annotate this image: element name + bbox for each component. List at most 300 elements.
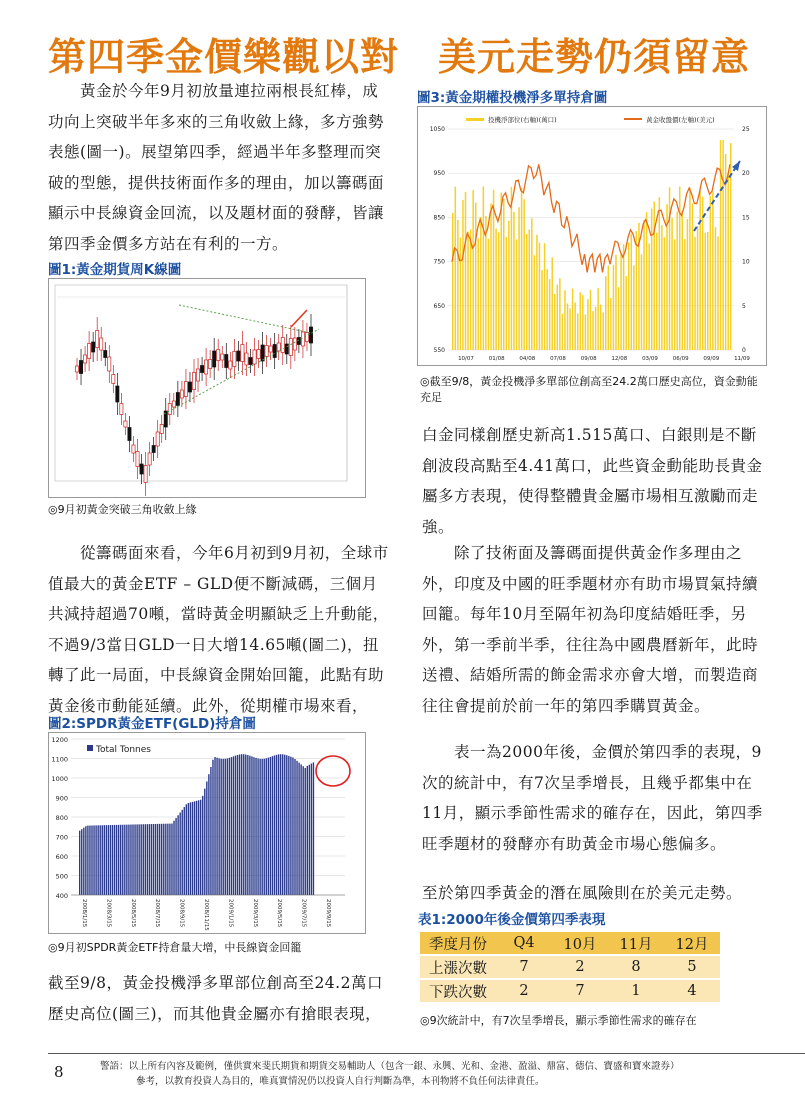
spec-bar — [625, 276, 627, 350]
gld-bar — [145, 824, 146, 895]
table1 — [420, 932, 720, 1004]
candle-body — [172, 401, 175, 407]
gld-bar — [266, 758, 267, 895]
gld-bar — [100, 825, 101, 895]
disclaimer-line-2: 參考，以教育投資人為目的，唯真實情況仍以投資人自行判斷為準，本刊物將不負任何法律責任。 — [136, 1076, 545, 1087]
x-tick-label: 2008/9/15 — [178, 899, 185, 928]
gld-bar — [108, 825, 109, 895]
spec-bar — [526, 234, 528, 350]
y-tick-label: 1100 — [51, 755, 68, 764]
gld-bar — [272, 756, 273, 895]
gld-bar — [128, 825, 129, 895]
spec-bar — [659, 197, 661, 350]
candle-body — [249, 358, 252, 365]
spec-bar — [518, 207, 520, 350]
x-tick-label: 2009/5/15 — [276, 899, 283, 928]
gld-bar — [307, 766, 308, 895]
candle-body — [261, 345, 264, 361]
gld-bar — [292, 757, 293, 895]
y-tick-label: 800 — [55, 814, 68, 822]
spec-bar — [600, 305, 602, 350]
gld-bar — [116, 825, 117, 895]
y-right-tick-label: 10 — [742, 258, 750, 266]
candle-body — [140, 464, 143, 474]
spec-bar — [641, 254, 643, 350]
candle-body — [285, 344, 288, 354]
spec-bar — [572, 288, 574, 350]
gld-bar — [276, 755, 277, 895]
candle-body — [88, 344, 91, 359]
legend-line-swatch — [624, 118, 642, 120]
legend-gold-price: 黃金收盤價(左軸)(美元) — [646, 116, 715, 124]
page-number: 8 — [54, 1063, 64, 1081]
gld-bar — [257, 758, 258, 895]
spec-bar — [539, 243, 541, 350]
legend-speculative: 投機淨部位(右軸)(萬口) — [488, 116, 557, 124]
candle-body — [79, 361, 82, 374]
spec-bar — [544, 243, 546, 350]
figure2-note: ◎9月初SPDR黃金ETF持倉量大增，中長線資金回籠 — [48, 941, 302, 954]
candle-body — [200, 366, 203, 373]
gld-bar — [93, 825, 94, 895]
spec-bar — [590, 290, 592, 350]
candle-body — [144, 466, 147, 483]
table-cell: 2 — [552, 955, 608, 979]
gld-bar — [171, 824, 172, 895]
gld-bar — [225, 759, 226, 895]
spec-bar — [523, 199, 525, 350]
spec-bar — [472, 190, 474, 350]
x-tick-label: 2008/3/15 — [105, 899, 112, 928]
spec-bar — [574, 303, 576, 350]
legend-bar-swatch — [466, 118, 484, 121]
gld-bar — [151, 824, 152, 895]
gld-bar — [223, 759, 224, 895]
gld-bar — [208, 774, 209, 895]
gld-bar — [249, 756, 250, 895]
candle-body — [104, 351, 107, 358]
table-cell: 7 — [496, 955, 552, 979]
spec-bar — [490, 203, 492, 350]
spec-bar — [727, 173, 729, 350]
spec-bar — [569, 308, 571, 350]
legend-swatch — [87, 745, 93, 751]
figure3-spec-chart — [417, 106, 767, 366]
spec-bar — [457, 220, 459, 350]
gld-bar — [175, 818, 176, 895]
figure3-caption: 圖3:黃金期權投機淨多單持倉圖 — [417, 90, 608, 106]
gld-bar — [220, 759, 221, 895]
gld-bar — [245, 755, 246, 895]
gld-bar — [214, 757, 215, 895]
y-right-tick-label: 20 — [742, 170, 750, 178]
figure3-svg — [418, 107, 766, 365]
candle-body — [217, 350, 220, 361]
candle-body — [273, 345, 276, 358]
gld-bar — [89, 826, 90, 895]
candle-body — [156, 432, 159, 446]
spec-bar — [717, 236, 719, 350]
gld-bar — [118, 825, 119, 895]
candle-body — [225, 355, 228, 368]
paragraph-platinum-silver: 白金同樣創歷史新高1.515萬口、白銀則是不斷創波段高點至4.41萬口，此些資金動能助長貴金屬多方表現，使得整體貴金屬市場相互激勵而走強。 — [422, 426, 763, 536]
disclaimer-line-1: 警語：以上所有內容及範例，僅供實來斐氏期貨和期貨交易輔助人（包含一銀、永興、光和、金港、盈溢、鼎富、德信、寶盛和寶來證券） — [100, 1061, 680, 1072]
spec-bar — [564, 290, 566, 350]
y-tick-label: 500 — [55, 872, 68, 881]
candle-body — [233, 352, 236, 367]
gld-bar — [192, 802, 193, 895]
gld-bar — [216, 758, 217, 895]
spec-bar — [620, 254, 622, 350]
spec-bar — [495, 229, 497, 350]
gld-bar — [227, 758, 228, 895]
gld-bar — [237, 755, 238, 895]
x-tick-label: 2009/3/15 — [251, 899, 258, 928]
spec-bar — [529, 230, 531, 350]
candle-body — [245, 353, 248, 365]
page-title: 第四季金價樂觀以對 美元走勢仍須留意 — [48, 35, 751, 79]
gld-bar — [91, 825, 92, 895]
y-tick-label: 700 — [55, 833, 68, 842]
spec-bar — [521, 188, 523, 350]
spec-bar — [610, 298, 612, 350]
gld-bar — [206, 781, 207, 895]
table-header-cell: 11月 — [608, 932, 664, 955]
arrow-head — [732, 161, 740, 171]
spec-bar — [470, 229, 472, 350]
paragraph-seasonal: 除了技術面及籌碼面提供黃金作多理由之外，印度及中國的旺季題材亦有助市場買氣持續回籠。每年10月至隔年初為印度結婚旺季，另外，第一季前半季，往往為中國農曆新年，此時送禮、結婚所需的飾金需求亦會大增，而製造商往往會提前於前一年的第四季購買黃金。 — [422, 544, 759, 715]
table-cell: 2 — [496, 979, 552, 1003]
gld-bar — [114, 825, 115, 895]
gld-bar — [157, 824, 158, 895]
candle-body — [293, 338, 296, 350]
candle-body — [180, 390, 183, 398]
spec-bar — [465, 192, 467, 350]
gld-bar — [231, 757, 232, 895]
x-tick-label: 10/07 — [458, 356, 474, 362]
gld-bar — [79, 831, 80, 895]
spec-bar — [554, 294, 556, 350]
gld-bar — [124, 825, 125, 895]
spec-bar — [557, 285, 559, 350]
gld-bar — [259, 759, 260, 895]
gld-bar — [161, 824, 162, 895]
y-right-tick-label: 25 — [742, 126, 750, 133]
gld-bar — [286, 755, 287, 895]
gld-bar — [282, 754, 283, 895]
table-cell: 4 — [664, 979, 720, 1003]
spec-bar — [692, 203, 694, 350]
gld-bar — [198, 800, 199, 895]
gld-bar — [251, 756, 252, 895]
x-tick-label: 03/09 — [642, 356, 658, 362]
gld-bar — [241, 754, 242, 895]
gld-bar — [194, 801, 195, 895]
candle-body — [309, 327, 312, 343]
candle-body — [188, 382, 191, 392]
gld-bar — [102, 825, 103, 895]
candle-body — [124, 421, 127, 427]
spec-bar — [715, 227, 717, 350]
y-left-tick-label: 550 — [433, 347, 445, 354]
table-header-cell: Q4 — [496, 932, 552, 955]
gld-bar — [136, 824, 137, 895]
candle-body — [132, 445, 135, 453]
table1-note: ◎9次統計中，有7次呈季增長，顯示季節性需求的確存在 — [420, 1014, 697, 1027]
y-right-tick-label: 0 — [742, 347, 746, 354]
gld-bar — [210, 767, 211, 895]
gld-bar — [177, 815, 178, 895]
y-left-tick-label: 950 — [433, 170, 445, 178]
candle-body — [237, 351, 240, 361]
figure2-legend: Total Tonnes — [96, 745, 151, 755]
y-tick-label: 1200 — [51, 736, 68, 744]
y-left-tick-label: 750 — [433, 258, 445, 266]
gld-bar — [264, 759, 265, 895]
spec-bar — [689, 188, 691, 350]
gld-bar — [173, 821, 174, 895]
spec-bar — [587, 299, 589, 350]
spec-bar — [676, 212, 678, 350]
spec-bar — [699, 191, 701, 350]
spec-bar — [488, 239, 490, 350]
candle-body — [128, 428, 131, 441]
spec-bar — [618, 287, 620, 350]
gld-bar — [268, 758, 269, 895]
x-tick-label: 2009/7/15 — [300, 899, 307, 928]
table-header-row — [420, 932, 720, 955]
table-cell: 5 — [664, 955, 720, 979]
gld-bar — [182, 810, 183, 895]
gld-bar — [165, 824, 166, 895]
spec-bar — [702, 197, 704, 350]
gld-bar — [112, 825, 113, 895]
spec-bar — [531, 218, 533, 350]
gld-bar — [233, 756, 234, 895]
candle-body — [281, 338, 284, 353]
spec-bar — [674, 239, 676, 350]
table-row — [420, 979, 720, 1003]
spec-bar — [643, 220, 645, 350]
spec-bar — [516, 239, 518, 350]
spec-bar — [559, 278, 561, 350]
table-cell: 上漲次數 — [420, 955, 496, 979]
gld-bar — [311, 764, 312, 895]
table1-caption: 表1:2000年後金價第四季表現 — [418, 912, 606, 928]
y-right-tick-label: 5 — [742, 302, 746, 310]
spec-bar — [546, 269, 548, 350]
table-cell: 8 — [608, 955, 664, 979]
gld-bar — [149, 824, 150, 895]
figure2-caption: 圖2:SPDR黃金ETF(GLD)持倉圖 — [48, 716, 256, 732]
spec-bar — [534, 255, 536, 350]
gld-bar — [270, 757, 271, 895]
spec-bar — [664, 237, 666, 350]
x-tick-label: 12/08 — [611, 356, 628, 362]
gld-bar — [305, 768, 306, 895]
gld-bar — [202, 796, 203, 895]
spec-bar — [498, 232, 500, 350]
gld-bar — [155, 824, 156, 895]
spec-bar — [631, 234, 633, 350]
gld-bar — [290, 757, 291, 895]
gld-bar — [186, 804, 187, 895]
figure1-svg — [49, 279, 365, 497]
gld-bar — [253, 757, 254, 895]
gld-bar — [83, 828, 84, 895]
candle-body — [184, 382, 187, 397]
candle-body — [112, 375, 115, 384]
spec-bar — [682, 211, 684, 350]
gld-bar — [126, 825, 127, 895]
gld-bar — [288, 756, 289, 895]
figure1-caption: 圖1:黃金期貨周K線圖 — [48, 262, 182, 278]
spec-bar — [636, 231, 638, 350]
table-header-cell: 12月 — [664, 932, 720, 955]
gld-bar — [153, 824, 154, 895]
spec-bar — [656, 233, 658, 350]
footer-divider — [48, 1053, 805, 1054]
gld-bar — [167, 824, 168, 895]
gld-bar — [95, 825, 96, 895]
figure1-candlestick-chart — [48, 278, 366, 498]
table-header-cell: 季度月份 — [420, 932, 496, 955]
x-tick-label: 2008/5/15 — [129, 899, 136, 928]
spec-bar — [710, 196, 712, 350]
figure3-note: ◎截至9/8，黃金投機淨多單部位創高至24.2萬口歷史高位，資金動能充足 — [420, 375, 758, 404]
spec-bar — [608, 266, 610, 350]
spec-bar — [595, 307, 597, 350]
spec-bar — [541, 270, 543, 350]
spec-bar — [704, 233, 706, 350]
spec-bar — [653, 202, 655, 350]
spec-bar — [478, 238, 480, 350]
spec-bar — [455, 187, 457, 350]
candle-body — [269, 346, 272, 352]
x-tick-label: 06/09 — [672, 356, 689, 362]
spec-bar — [506, 237, 508, 350]
gld-bar — [243, 754, 244, 895]
gld-bar — [204, 789, 205, 895]
spec-bar — [462, 200, 464, 350]
y-tick-label: 400 — [55, 892, 68, 900]
gld-bar — [294, 759, 295, 895]
gld-bar — [278, 754, 279, 895]
figure2-gld-chart — [48, 732, 366, 934]
gld-bar — [184, 807, 185, 895]
spec-bar — [628, 242, 630, 350]
spec-bar — [562, 314, 564, 350]
x-tick-label: 01/08 — [488, 356, 505, 362]
x-tick-label: 11/09 — [734, 356, 750, 362]
gld-bar — [309, 765, 310, 895]
candle-body — [221, 354, 224, 360]
gld-bar — [190, 802, 191, 895]
gld-bar — [147, 824, 148, 895]
gld-bar — [159, 824, 160, 895]
gld-bar — [200, 800, 201, 895]
spec-bar — [536, 235, 538, 350]
gld-bar — [132, 824, 133, 895]
spec-bar — [582, 295, 584, 350]
candle-body — [301, 332, 304, 346]
paragraph-risk: 至於第四季黃金的潛在風險則在於美元走勢。 — [422, 884, 743, 902]
candle-body — [305, 333, 308, 342]
gld-bar — [298, 763, 299, 895]
y-tick-label: 1000 — [51, 775, 68, 783]
spec-bar — [500, 192, 502, 350]
spec-bar — [651, 208, 653, 350]
gld-bar — [169, 824, 170, 895]
y-left-tick-label: 1050 — [429, 126, 445, 133]
y-left-tick-label: 650 — [433, 302, 445, 310]
candle-body — [83, 355, 86, 363]
candle-body — [241, 345, 244, 362]
y-left-tick-label: 850 — [433, 214, 445, 222]
table-cell: 7 — [552, 979, 608, 1003]
candle-body — [160, 425, 163, 434]
spec-bar — [585, 314, 587, 350]
candle-body — [277, 343, 280, 351]
gld-bar — [302, 766, 303, 895]
x-tick-label: 2009/9/15 — [325, 899, 331, 928]
x-tick-label: 2008/7/15 — [154, 899, 161, 928]
highlight-circle — [316, 756, 350, 786]
candle-body — [75, 366, 78, 372]
spec-bar — [697, 226, 699, 350]
spec-bar — [684, 239, 686, 350]
gld-bar — [81, 829, 82, 895]
spec-bar — [592, 311, 594, 350]
gld-bar — [163, 824, 164, 895]
spec-bar — [508, 221, 510, 350]
gld-bar — [138, 824, 139, 895]
spec-bar — [475, 202, 477, 350]
spec-bar — [460, 238, 462, 350]
candle-body — [257, 350, 260, 359]
paragraph-spec-record: 截至9/8，黃金投機淨多單部位創高至24.2萬口歷史高位(圖三)，而其他貴金屬亦有搶眼表現， — [48, 974, 383, 1023]
candle-body — [148, 453, 151, 465]
gld-bar — [141, 824, 142, 895]
spec-bar — [687, 219, 689, 350]
paragraph-table-intro: 表一為2000年後，金價於第四季的表現，9次的統計中，有7次呈季增長，且幾乎都集中在11月，顯示季節性需求的確存在，因此，第四季旺季題材的發酵亦有助黃金市場心態偏多。 — [422, 743, 763, 853]
spec-bar — [694, 237, 696, 350]
x-tick-label: 2008/1/15 — [81, 899, 87, 928]
spec-bar — [605, 276, 607, 350]
spec-bar — [646, 212, 648, 350]
gld-bar — [134, 824, 135, 895]
gld-bar — [296, 761, 297, 895]
table-row — [420, 955, 720, 979]
spec-bar — [671, 218, 673, 350]
paragraph-chips: 從籌碼面來看，今年6月初到9月初，全球市值最大的黃金ETF – GLD便不斷減碼，三個月共減持超過70噸，當時黃金明顯缺乏上升動能，不過9/3當日GLD一日大增14.65噸(圖二)，扭轉了此一局面，中長線資金開始回籠，此點有助黃金後市動能延續。此外，從期權市場來看， — [48, 544, 389, 715]
x-tick-label: 09/09 — [703, 356, 720, 362]
gld-bar — [280, 754, 281, 895]
spec-bar — [707, 232, 709, 350]
spec-bar — [613, 265, 615, 350]
spec-bar — [633, 265, 635, 350]
gld-bar — [188, 803, 189, 895]
spec-bar — [452, 213, 454, 350]
x-tick-label: 2009/1/15 — [227, 899, 234, 928]
gld-bar — [143, 824, 144, 895]
candle-body — [116, 386, 119, 402]
figure2-svg — [49, 733, 365, 933]
gld-bar — [229, 758, 230, 895]
candle-body — [253, 350, 256, 364]
gld-bar — [255, 758, 256, 895]
candle-body — [168, 404, 171, 415]
